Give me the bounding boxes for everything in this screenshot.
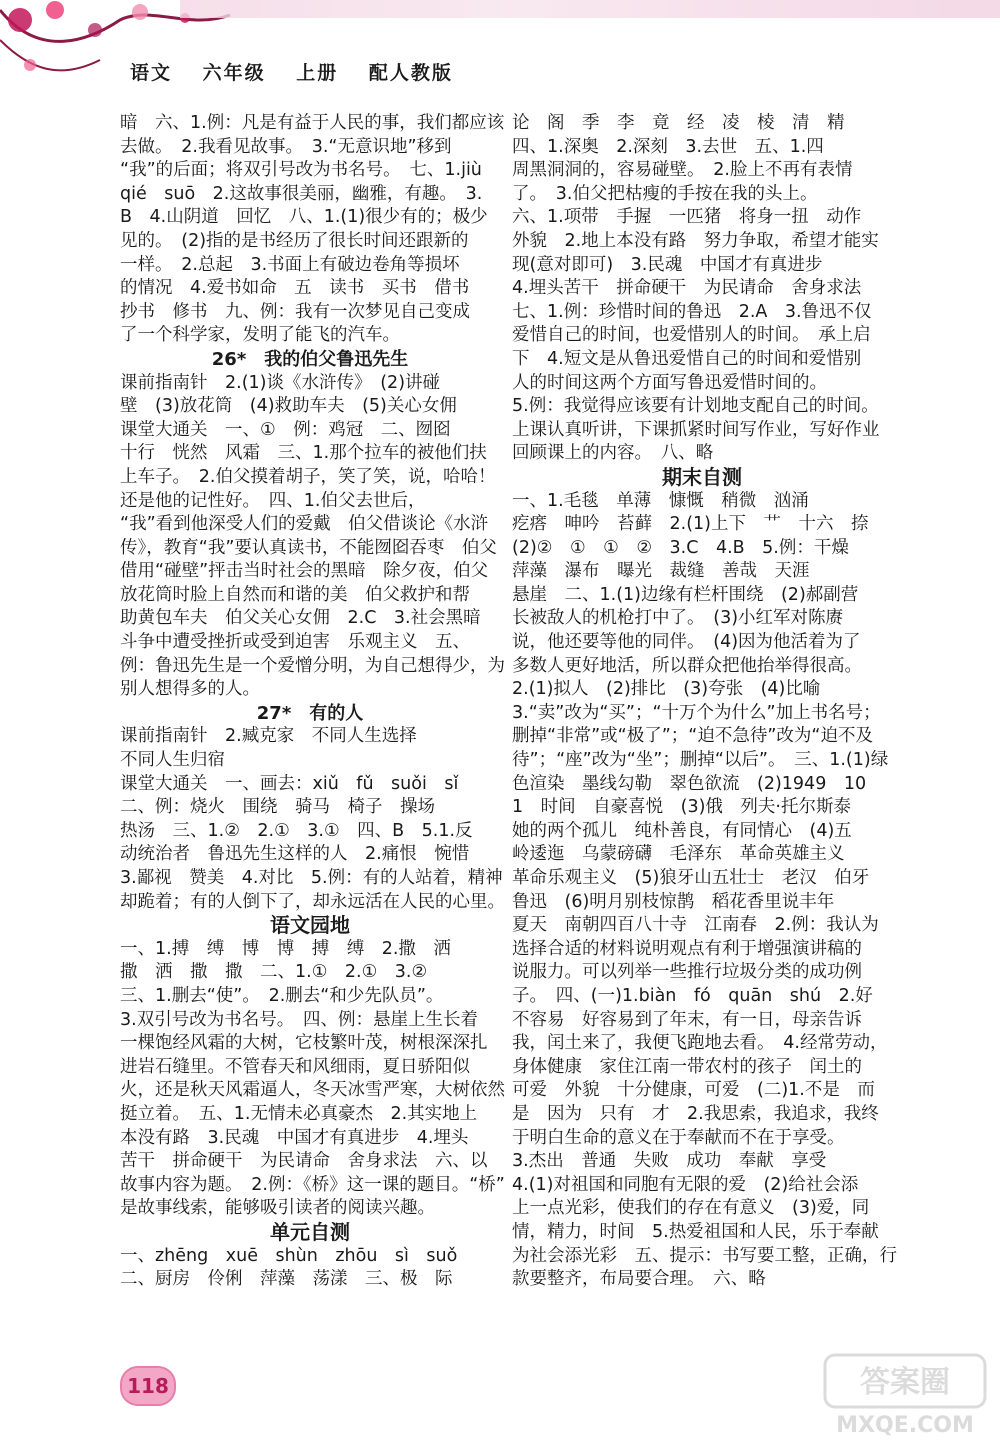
answer-line: 七、1.例：珍惜时间的鲁迅 2.A 3.鲁迅不仅 [512, 301, 872, 322]
answer-line: 色渲染 墨线勾勒 翠色欲流 (2)1949 10 [512, 773, 867, 794]
grade-label: 六年级 [202, 62, 266, 84]
answer-line: 下 4.短文是从鲁迅爱惜自己的时间和爱惜别 [512, 348, 862, 369]
answer-line: 的情况 4.爱书如命 五 读书 买书 借书 [120, 278, 470, 299]
answer-line: 故事内容为题。 2.例：《桥》这一课的题目。“桥” [120, 1174, 505, 1195]
volume-label: 上册 [296, 62, 339, 84]
answer-line: 一棵饱经风霜的大树，它枝繁叶茂，树根深深扎 [120, 1033, 488, 1054]
answer-line: 助黄包车夫 伯父关心女佣 2.C 3.社会黑暗 [120, 608, 481, 629]
answer-line: 传》，教育“我”要认真读书，不能囫囵吞枣 伯父 [120, 537, 497, 558]
watermark-logo [820, 1350, 990, 1440]
answer-line: 别人想得多的人。 [120, 679, 260, 700]
answer-line: 上课认真听讲，下课抓紧时间写作业，写好作业 [512, 419, 880, 440]
answer-line: 还是他的记性好。 四、1.伯父去世后， [120, 490, 426, 511]
answer-line: 我，闰土来了，我便飞跑地去看。 4.经常劳动， [512, 1033, 888, 1054]
answer-line: 放花筒时脸上自然而和谐的美 伯父救护和帮 [120, 584, 470, 605]
answer-line: 三、1.删去“使”。 2.删去“和少先队员”。 [120, 985, 444, 1006]
page-number-badge: 118 [120, 1366, 176, 1406]
right-answer-column [512, 112, 897, 1292]
answer-line: 一、1.毛毯 单薄 慷慨 稍微 汹涌 [512, 490, 809, 511]
answer-line: 夏天 南朝四百八十寺 江南春 2.例：我认为 [512, 915, 879, 936]
answer-line: 疙瘩 呻吟 苔藓 2.(1)上下 艹 十六 捺 [512, 514, 869, 535]
answer-line: 本没有路 3.民魂 中国才有真进步 4.埋头 [120, 1127, 469, 1148]
answer-line: 3.双引号改为书名号。 四、例：悬崖上生长着 [120, 1009, 478, 1030]
answer-line: 外貌 2.地上本没有路 努力争取，希望才能实 [512, 230, 879, 251]
answer-line: “我”看到他深受人们的爱戴 伯父借谈论《水浒 [120, 514, 489, 535]
answer-line: 二、例：烧火 围绕 骑马 椅子 操场 [120, 797, 435, 818]
answer-line: 于明白生命的意义在于奉献而不在于享受。 [512, 1127, 845, 1148]
answer-line: 2.(1)拟人 (2)排比 (3)夸张 (4)比喻 [512, 679, 821, 700]
section-title: 期末自测 [662, 464, 742, 489]
answer-line: 论 阁 季 李 竟 经 凌 棱 清 精 [512, 113, 845, 133]
answer-line: 课前指南针 2.臧克家 不同人生选择 [120, 726, 417, 747]
answer-line: 爱惜自己的时间，也爱惜别人的时间。 承上启 [512, 325, 871, 346]
answer-line: “我”的后面；将双引号改为书名号。 七、1.jiù [120, 160, 482, 181]
answer-line: 去做。 2.我看见故事。 3.“无意识地”移到 [120, 136, 452, 157]
answer-line: 上一点光彩，使我们的存在有意义 (3)爱，同 [512, 1198, 870, 1219]
answer-line: 见的。 (2)指的是书经历了很长时间还跟新的 [120, 230, 469, 251]
answer-line: 课前指南针 2.(1)谈《水浒传》 (2)讲碰 [120, 372, 441, 393]
answer-line: 她的两个孤儿 纯朴善良，有同情心 (4)五 [512, 820, 852, 841]
answer-line: 了。 3.伯父把枯瘦的手按在我的头上。 [512, 183, 818, 204]
answer-line: 借用“碰壁”抨击当时社会的黑暗 除夕夜，伯父 [120, 561, 489, 582]
answer-line: 回顾课上的内容。 八、略 [512, 443, 714, 464]
answer-line: 一、1.搏 缚 博 博 搏 缚 2.撒 洒 [120, 938, 451, 959]
answer-line: 苦干 拼命硬干 为民请命 舍身求法 六、以 [120, 1151, 488, 1172]
answer-line: 子。 四、(一)1.biàn fó quān shú 2.好 [512, 985, 873, 1006]
answer-line: 可爱 外貌 十分健康，可爱 (二)1.不是 而 [512, 1080, 875, 1101]
answer-line: B 4.山阴道 回忆 八、1.(1)很少有的；极少 [120, 207, 488, 228]
answer-line: 3.鄙视 赞美 4.对比 5.例：有的人站着，精神 [120, 868, 503, 888]
answer-line: 多数人更好地活，所以群众把他抬举得很高。 [512, 655, 862, 676]
answer-line: 长被敌人的机枪打中了。 (3)小红军对陈赓 [512, 608, 844, 629]
answer-line: 鲁迅 (6)明月别枝惊鹊 稻花香里说丰年 [512, 891, 835, 912]
answer-line: 萍藻 瀑布 曝光 裁缝 善哉 天涯 [512, 561, 810, 582]
answer-line: 待”；“座”改为“坐”；删掉“以后”。 三、1.(1)绿 [512, 750, 889, 771]
answer-line: 四、1.深奥 2.深刻 3.去世 五、1.四 [512, 136, 824, 157]
answer-line: 上车子。 2.伯父摸着胡子，笑了笑，说，哈哈！ [120, 466, 496, 487]
page-header [130, 58, 475, 85]
answer-line: 不同人生归宿 [120, 750, 225, 771]
edition-label: 配人教版 [368, 62, 453, 84]
svg-text:MXQE.COM: MXQE.COM [836, 1413, 974, 1438]
answer-line: 课堂大通关 一、画去：xiǔ fǔ suǒi sǐ [120, 773, 459, 794]
answer-line: 火，还是秋天风霜逼人，冬天冰雪严寒，大树依然 [120, 1080, 505, 1101]
answer-line: 斗争中遭受挫折或受到迫害 乐观主义 五、 [120, 632, 470, 653]
header-pink-band [180, 0, 1000, 18]
answer-line: 撒 洒 撒 撒 二、1.① 2.① 3.② [120, 962, 428, 983]
answer-line: 二、厨房 伶俐 萍藻 荡漾 三、极 际 [120, 1269, 453, 1290]
answer-line: 不容易 好容易到了年末，有一日，母亲告诉 [512, 1009, 862, 1030]
answer-line: 周黑洞洞的，容易碰壁。 2.脸上不再有表情 [512, 160, 853, 181]
answer-line: 是故事线索，能够吸引读者的阅读兴趣。 [120, 1198, 435, 1219]
section-title: 27* 有的人 [256, 702, 364, 724]
subject-label: 语文 [130, 62, 173, 84]
answer-line: 删掉“非常”或“极了”；“迫不急待”改为“迫不及 [512, 726, 873, 747]
answer-line: 情，精力，时间 5.热爱祖国和人民，乐于奉献 [512, 1221, 879, 1242]
answer-line: 4.埋头苦干 拼命硬干 为民请命 舍身求法 [512, 278, 862, 299]
answer-line: 款要整齐，布局要合理。 六、略 [512, 1269, 766, 1290]
answer-line: 课堂大通关 一、① 例：鸡冠 二、囫囵 [120, 419, 451, 440]
answer-line: 进岩石缝里。不管春天和风细雨，夏日骄阳似 [120, 1056, 470, 1077]
answer-line: 岭逶迤 乌蒙磅礴 毛泽东 革命英雄主义 [512, 844, 845, 865]
answer-line: 壁 (3)放花筒 (4)救助车夫 (5)关心女佣 [120, 396, 457, 417]
left-answer-column [120, 112, 505, 1292]
answer-line: 了一个科学家，发明了能飞的汽车。 [120, 325, 400, 346]
answer-line: 六、1.项带 手握 一匹猪 将身一扭 动作 [512, 207, 862, 228]
answer-line: 身体健康 家住江南一带农村的孩子 闰土的 [512, 1056, 862, 1077]
answer-line: 挺立着。 五、1.无情未必真豪杰 2.其实地上 [120, 1103, 478, 1124]
answer-line: 4.(1)对祖国和同胞有无限的爱 (2)给社会添 [512, 1174, 859, 1195]
answer-line: qié suō 2.这故事很美丽，幽雅，有趣。 3. [120, 183, 483, 204]
answer-line: 人的时间这两个方面写鲁迅爱惜时间的。 [512, 372, 827, 393]
answer-line: 是 因为 只有 才 2.我思索，我追求，我终 [512, 1103, 879, 1124]
answer-line: 革命乐观主义 (5)狼牙山五壮士 老汉 伯牙 [512, 868, 870, 888]
answer-line: 却跪着；有的人倒下了，却永远活在人民的心里。 [120, 891, 505, 912]
answer-line: 1 时间 自豪喜悦 (3)俄 列夫·托尔斯泰 [512, 797, 851, 818]
answer-line: 一样。 2.总起 3.书面上有破边卷角等损坏 [120, 254, 460, 275]
answer-line: 一、zhēng xuē shùn zhōu sì suǒ [120, 1245, 458, 1266]
answer-line: 5.例：我觉得应该要有计划地支配自己的时间。 [512, 396, 879, 417]
answer-line: 热汤 三、1.② 2.① 3.① 四、B 5.1.反 [120, 820, 473, 841]
section-title: 26* 我的伯父鲁迅先生 [211, 348, 409, 370]
answer-line: 现(意对即可) 3.民魂 中国才有真进步 [512, 254, 823, 275]
answer-line: (2)② ① ① ② 3.C 4.B 5.例：干燥 [512, 537, 849, 558]
answer-line: 选择合适的材料说明观点有利于增强演讲稿的 [512, 938, 862, 959]
answer-line: 十行 恍然 风霜 三、1.那个拉车的被他们扶 [120, 443, 487, 464]
answer-line: 3.“卖”改为“买”；“十万个为什么”加上书名号； [512, 702, 881, 723]
answer-line: 例：鲁迅先生是一个爱憎分明，为自己想得少，为 [120, 655, 505, 676]
answer-line: 说服力。可以列举一些推行垃圾分类的成功例 [512, 962, 862, 983]
section-title: 语文园地 [270, 913, 350, 938]
answer-line: 说，他还要等他的同伴。 (4)因为他活着为了 [512, 632, 861, 653]
answer-line: 为社会添光彩 五、提示：书写要工整，正确，行 [512, 1245, 897, 1266]
answer-line: 暗 六、1.例：凡是有益于人民的事，我们都应该 [120, 113, 505, 133]
section-title: 单元自测 [270, 1219, 350, 1244]
svg-text:答案圈: 答案圈 [860, 1365, 950, 1400]
answer-line: 动统治者 鲁迅先生这样的人 2.痛恨 惋惜 [120, 844, 470, 865]
answer-line: 3.杰出 普通 失败 成功 奉献 享受 [512, 1151, 827, 1172]
answer-line: 悬崖 二、1.(1)边缘有栏杆围绕 (2)郝副营 [512, 584, 859, 605]
answer-line: 抄书 修书 九、例：我有一次梦见自己变成 [120, 301, 470, 322]
